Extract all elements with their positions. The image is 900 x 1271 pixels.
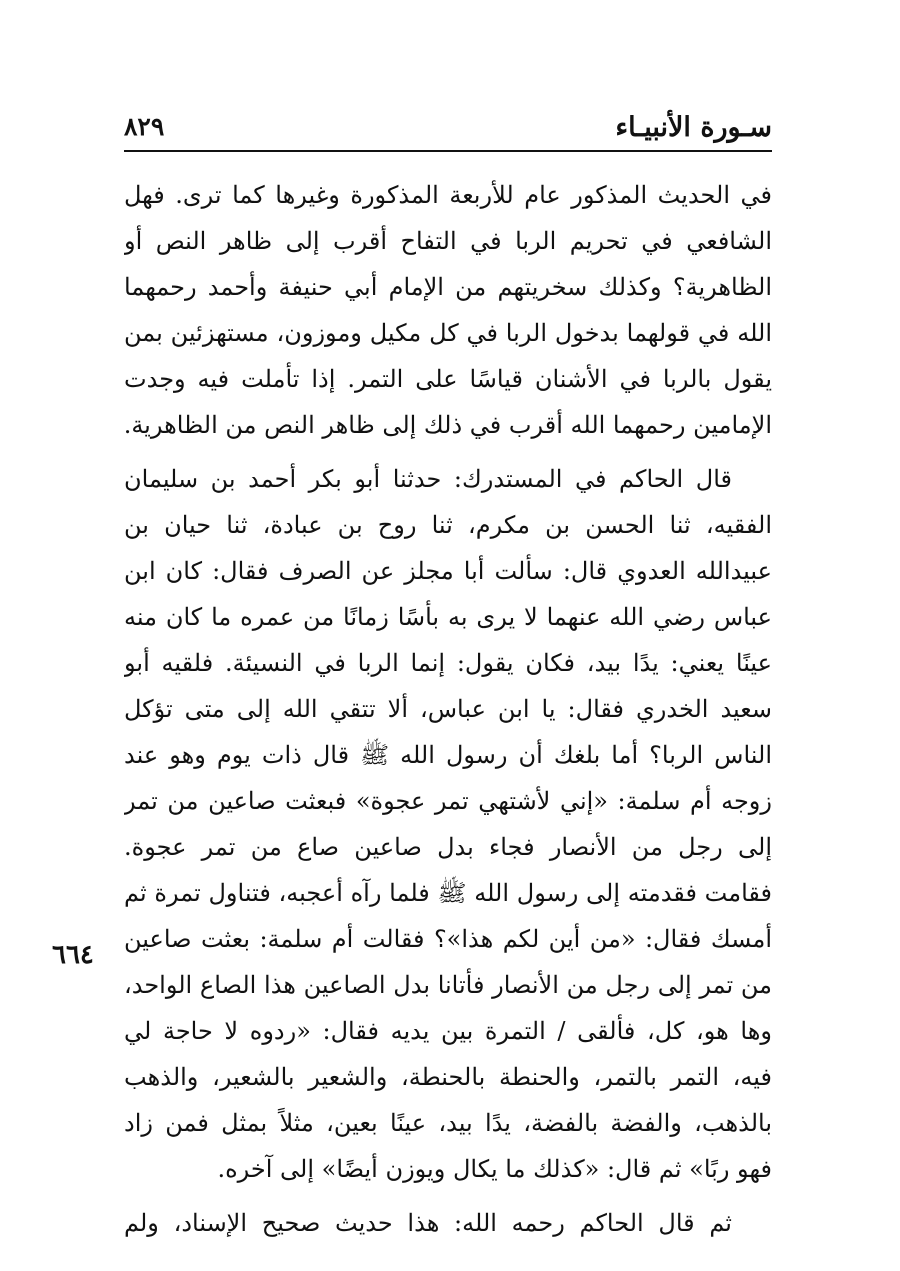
text-line: بالذهب، والفضة بالفضة، يدًا بيد، عينًا بعين، مثلاً بمثل فمن زاد [124,1109,772,1137]
text-line: من تمر إلى رجل من الأنصار فأتانا بدل الصاعين هذا الصاع الواحد، [124,971,772,999]
text-line: وها هو، كل، فألقى / التمرة بين يديه فقال: «ردوه لا حاجة لي [124,1017,772,1045]
text-line: إلى رجل من الأنصار فجاء بدل صاعين صاع من تمر عجوة. [124,833,772,861]
text-line: فهو ربًا» ثم قال: «كذلك ما يكال ويوزن أيضًا» إلى آخره. [217,1155,772,1183]
paragraph-1 [124,172,772,448]
running-header [124,108,772,148]
text-line: الفقيه، ثنا الحسن بن مكرم، ثنا روح بن عبادة، ثنا حيان بن [124,511,772,539]
margin-reference-number: ٦٦٤ [52,940,94,970]
text-line: في الحديث المذكور عام للأربعة المذكورة وغيرها كما ترى. فهل [124,181,772,209]
text-line: فيه، التمر بالتمر، والحنطة بالحنطة، والشعير بالشعير، والذهب [124,1063,772,1091]
paragraph-3 [124,1200,772,1246]
paragraph-gap [124,448,772,456]
text-line: عباس رضي الله عنهما لا يرى به بأسًا زمانًا من عمره ما كان منه [124,603,772,631]
text-line: سعيد الخدري فقال: يا ابن عباس، ألا تتقي الله إلى متى تؤكل [124,695,772,723]
paragraph-2 [124,456,772,1192]
text-line: ثم قال الحاكم رحمه الله: هذا حديث صحيح الإسناد، ولم [124,1209,732,1237]
text-line: عينًا يعني: يدًا بيد، فكان يقول: إنما الربا في النسيئة. فلقيه أبو [124,649,772,677]
text-line: عبيدالله العدوي قال: سألت أبا مجلز عن الصرف فقال: كان ابن [124,557,772,585]
text-line: الله في قولهما بدخول الربا في كل مكيل وموزون، مستهزئين بمن [124,319,772,347]
text-line: الظاهرية؟ وكذلك سخريتهم من الإمام أبي حنيفة وأحمد رحمهما [124,273,772,301]
text-line: زوجه أم سلمة: «إني لأشتهي تمر عجوة» فبعثت صاعين من تمر [124,787,772,815]
text-line: قال الحاكم في المستدرك: حدثنا أبو بكر أحمد بن سليمان [124,465,732,493]
text-line: أمسك فقال: «من أين لكم هذا»؟ فقالت أم سلمة: بعثت صاعين [124,925,772,953]
header-divider [124,150,772,152]
page-number: ٨٢٩ [124,112,165,141]
text-line: الشافعي في تحريم الربا في التفاح أقرب إلى ظاهر النص أو [124,227,772,255]
body-text [124,172,772,1246]
text-line: الناس الربا؟ أما بلغك أن رسول الله ﷺ قال ذات يوم وهو عند [124,741,772,769]
text-line: الإمامين رحمهما الله أقرب في ذلك إلى ظاهر النص من الظاهرية. [124,411,772,439]
paragraph-gap [124,1192,772,1200]
surah-title: سـورة الأنبيـاء [615,112,772,143]
text-line: يقول بالربا في الأشنان قياسًا على التمر. إذا تأملت فيه وجدت [124,365,772,393]
text-line: فقامت فقدمته إلى رسول الله ﷺ فلما رآه أعجبه، فتناول تمرة ثم [124,879,772,907]
